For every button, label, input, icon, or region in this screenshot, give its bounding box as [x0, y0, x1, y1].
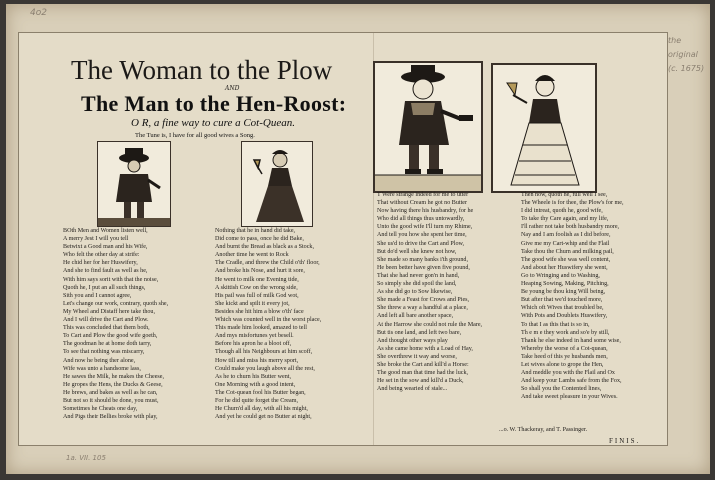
- verse-line: I'll rather not take both husbandry more,: [521, 224, 620, 231]
- verse-line: But after that we'd touched more,: [521, 297, 603, 304]
- verse-line: Quoth he, I put an all such things,: [63, 284, 146, 291]
- verse-line: Then now, quoth he, full well I see,: [521, 192, 608, 198]
- verse-line: Which was counted well in the worst place,: [215, 317, 322, 324]
- verse-line: To that I as this that is so in,: [521, 321, 590, 328]
- verse-line: This was concluded that them both,: [63, 325, 150, 332]
- pencil-note-line: the: [668, 36, 682, 45]
- verse-line: Take thou the Churn and milking pail,: [521, 248, 614, 255]
- verse-line: She us'd to drive the Cart and Plow,: [377, 240, 465, 247]
- pencil-note-top-left: 4o2: [30, 8, 47, 18]
- verse-line: But do'd well she knew not how,: [377, 248, 457, 255]
- verse-line: I did intreat, quoth he, good wife,: [521, 208, 603, 215]
- pencil-note-right: [668, 34, 704, 76]
- verse-column-4: [521, 191, 665, 427]
- verse-line: Who did all things thus untowardly,: [377, 216, 465, 223]
- verse-line: He gropes the Hens, the Ducks & Geese,: [63, 381, 163, 388]
- title-line-2: The Man to the Hen-Roost:: [81, 91, 347, 116]
- verse-line: Wife was unto a handsome lass,: [63, 365, 141, 372]
- verse-line: As she came home with a Load of Hay,: [377, 345, 473, 352]
- verse-line: So shall you the Contented lines,: [521, 386, 602, 393]
- verse-line: The good wife she was well content,: [521, 256, 611, 263]
- verse-column-1: [63, 227, 213, 437]
- verse-line: Could make you laugh above all the rest,: [215, 365, 315, 372]
- verse-line: The Cot-quean fool his Butter began,: [215, 389, 306, 396]
- verse-column-3: [377, 191, 519, 427]
- verse-line: And broke his Nose, and hurt it sore,: [215, 268, 305, 275]
- broadside-sheet: [18, 32, 668, 446]
- verse-line: The Cradle, and threw the Child o'th' floor,: [215, 260, 320, 267]
- verse-line: And I will drive the Cart and Plow.: [63, 317, 149, 324]
- verse-line: She made so many banks i'th ground,: [377, 256, 468, 263]
- verse-line: But not so it should be done, you must,: [63, 397, 159, 404]
- verse-line: He sawes the Milk, he makes the Cheese,: [63, 373, 165, 380]
- verse-line: And Pigs their Bellies broke with play,: [63, 414, 158, 421]
- verse-line: And meddle you with the Flail and Ox: [521, 370, 615, 377]
- verse-line: BOth Men and Women listen well,: [63, 228, 148, 234]
- verse-line: Which oft Wives that troubled be,: [521, 305, 604, 312]
- verse-line: T Were strange indeed for me to utter: [377, 192, 469, 198]
- verse-line: Nothing that he in hand did take,: [215, 228, 296, 234]
- verse-line: And mys misfortunes yet besell.: [215, 333, 294, 340]
- verse-line: The good man that time had the luck,: [377, 370, 469, 377]
- pencil-note-line: (c. 1675): [668, 64, 705, 73]
- verse-line: Go to Wringing and to Washing,: [521, 272, 600, 279]
- verse-line: He set in the sow and kill'd a Duck,: [377, 378, 464, 385]
- verse-line: Sometimes he Cheats one day,: [63, 406, 138, 413]
- verse-line: Who felt the other day at strife:: [63, 252, 140, 259]
- verse-line: One Morning with a good intent,: [215, 381, 296, 388]
- verse-line: He chid her for her Huswifery,: [63, 260, 138, 267]
- verse-line: Besides she hit him a blow o'th' face: [215, 308, 304, 315]
- woodcut-man-large: [373, 61, 483, 193]
- verse-line: Did come to pass, once he did Bake,: [215, 236, 304, 243]
- verse-line: He been better have given five pound,: [377, 264, 470, 271]
- archive-page: [6, 4, 710, 474]
- verse-line: A skittish Cow on the wrong side,: [215, 284, 298, 291]
- pencil-note-line: original: [668, 50, 698, 59]
- verse-line: With Pots and Doublets Huswifery,: [521, 313, 608, 320]
- verse-line: And burnt the Bread as black as a Stock,: [215, 244, 314, 251]
- title-line-1: The Woman to the Plow: [71, 55, 333, 85]
- verse-line: My Wheel and Distaff here take thou,: [63, 308, 155, 315]
- verse-line: And she to find fault as well as he,: [63, 268, 148, 275]
- verse-line: But tis one land, and left two bare,: [377, 329, 462, 336]
- verse-line: Thank he else indeed in hand some wise,: [521, 337, 621, 344]
- verse-line: That without Cream he got no Butter: [377, 200, 468, 207]
- verse-line: And now he being ther alone,: [63, 357, 136, 364]
- woodcut-man-small: [97, 141, 171, 227]
- verse-line: With him says sorit with that the noise,: [63, 276, 159, 283]
- verse-line: At the Harrow she could not rule the Mare,: [377, 321, 483, 328]
- verse-line: She broke the Cart and kill'd a Horse:: [377, 361, 469, 368]
- tune-line: The Tune is, I have for all good wives a Song.: [135, 132, 255, 139]
- verse-line: This made him looked, amazed to tell: [215, 325, 307, 332]
- verse-line: And thought other ways play: [377, 337, 448, 344]
- verse-line: Th e m e they work and so'e by still,: [521, 329, 610, 336]
- verse-line: Whereby the worse of a Cot-quean,: [521, 345, 608, 352]
- verse-line: Let wives alone to grope the Hen,: [521, 361, 604, 368]
- verse-line: Now having there his husbandry, for he: [377, 208, 474, 215]
- verse-line: To see that nothing was miscarry,: [63, 349, 145, 356]
- verse-line: Take heed of this ye husbands men,: [521, 353, 608, 360]
- pencil-note-bottom: 1a. VII. 105: [66, 454, 106, 462]
- verse-line: How till and miss his merry sport,: [215, 357, 299, 364]
- verse-line: And take sweet pleasure in your Wives.: [521, 394, 618, 401]
- woodcut-woman-small: [241, 141, 313, 227]
- verse-line: And about her Huswifery she went,: [521, 264, 608, 271]
- verse-line: And being wearied of stale...: [377, 386, 448, 393]
- verse-line: To take thy Care again, and my life,: [521, 216, 609, 223]
- verse-line: And left all bare another space,: [377, 313, 454, 320]
- verse-line: Nay and I am foolish as I did before,: [521, 232, 611, 239]
- subtitle: O R, a fine way to cure a Cot-Quean.: [131, 117, 295, 129]
- verse-line: And yet he could get no Butter at night,: [215, 414, 312, 421]
- verse-line: Heaping Sowing, Making, Pitching,: [521, 281, 609, 288]
- verse-line: As he to churn his Butter went,: [215, 373, 291, 380]
- verse-line: His pail was full of milk God wot,: [215, 292, 299, 299]
- verse-line: Before his apron he a bloot off,: [215, 341, 292, 348]
- verse-line: The Wheele is for thee, the Plow's for me,: [521, 200, 624, 207]
- verse-line: Give me my Cart-whip and the Flail: [521, 240, 610, 247]
- verse-line: Be young be thou king Will being,: [521, 289, 606, 296]
- verse-line: To Cart and Plow the good wife goeth,: [63, 333, 158, 340]
- verse-line: The goodman he at home doth tarry,: [63, 341, 152, 348]
- verse-line: Though all his Neighbours at him scoff,: [215, 349, 313, 356]
- verse-line: He went to milk one Evening tide,: [215, 276, 299, 283]
- finis-mark: FINIS.: [609, 437, 641, 445]
- verse-line: So simply she did spoil the land,: [377, 281, 457, 288]
- verse-line: And tell you how she spent her time,: [377, 232, 467, 239]
- verse-line: A merry Jest I will you tell: [63, 236, 129, 243]
- verse-line: For he did quite forget the Cream,: [215, 397, 298, 404]
- verse-line: As she did go to Sow likewise,: [377, 289, 453, 296]
- verse-line: And keep your Lambs safe from the Fox,: [521, 378, 622, 385]
- verse-line: That she had never gon'n in hand,: [377, 272, 460, 279]
- verse-line: Another time he went to Rock: [215, 252, 289, 259]
- verse-line: She threw a way a handful at a place,: [377, 305, 468, 312]
- verse-line: He brews, and bakes as well as he can,: [63, 389, 158, 396]
- verse-column-2: [215, 227, 367, 437]
- verse-line: He Churn'd all day, with all his might,: [215, 406, 308, 413]
- verse-line: Let's change our work, contrary, quoth she,: [63, 300, 169, 307]
- verse-line: Unto the good wife I'll turn my Rhime,: [377, 224, 473, 231]
- verse-line: She made a Feast for Crows and Pies,: [377, 297, 470, 304]
- verse-line: Betwixt a Good man and his Wife,: [63, 244, 148, 251]
- imprint-line: ...o. W. Thackeray, and T. Passinger.: [499, 427, 588, 433]
- verse-line: She kickt and spilt it every jot,: [215, 300, 290, 307]
- woodcut-woman-large: [491, 63, 597, 193]
- verse-line: Sith you and I cannot agree,: [63, 292, 132, 299]
- verse-line: She overthrew it way and worse,: [377, 353, 457, 360]
- title-and: AND: [225, 85, 240, 92]
